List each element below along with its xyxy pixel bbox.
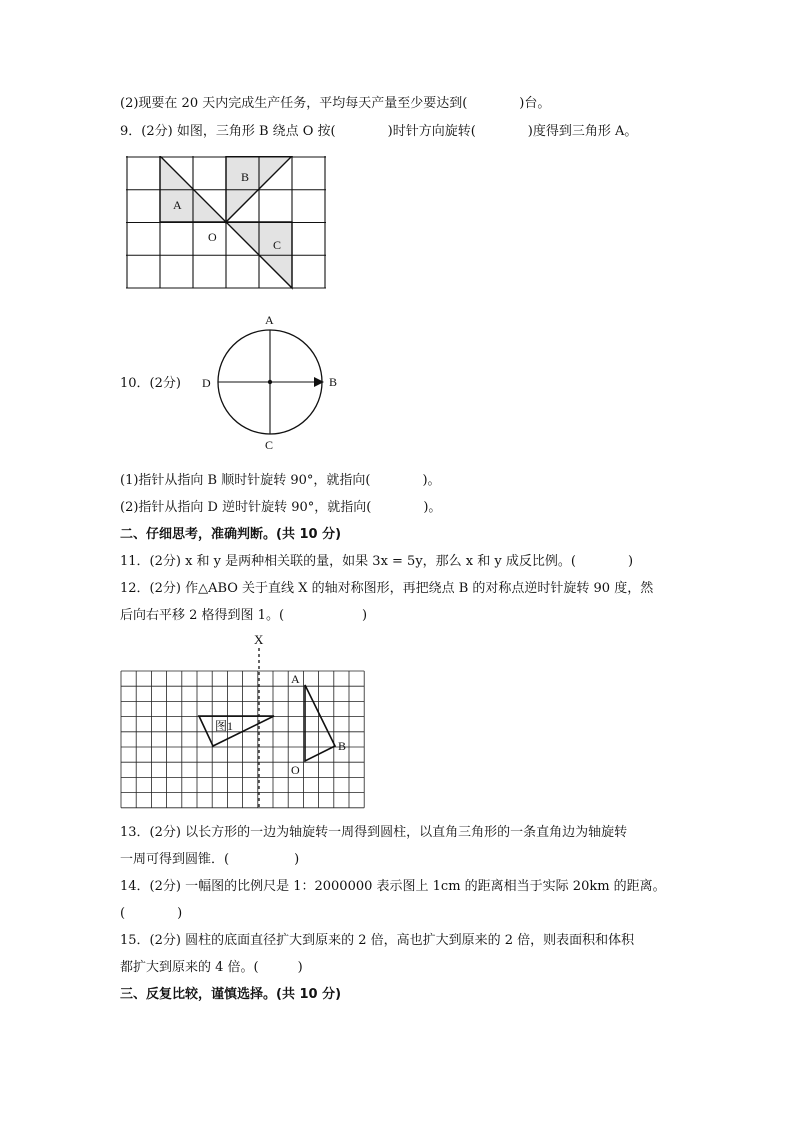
dir-a: A bbox=[265, 313, 274, 327]
grid bbox=[121, 671, 364, 808]
q12-figure bbox=[118, 630, 370, 812]
label-a: A bbox=[173, 198, 182, 212]
q14-text-line2: ( ) bbox=[120, 906, 183, 921]
q10-text: 10．(2分) bbox=[120, 376, 181, 391]
q15-text-line1: 15．(2分) 圆柱的底面直径扩大到原来的 2 倍，高也扩大到原来的 2 倍，则表面积和体积 bbox=[120, 933, 635, 948]
dir-b: B bbox=[329, 375, 338, 389]
triangle-abo bbox=[305, 685, 335, 761]
label-o: O bbox=[291, 763, 300, 777]
q8-part2-text: (2)现要在 20 天内完成生产任务，平均每天产量至少要达到( )台。 bbox=[120, 96, 551, 111]
q10-part1: (1)指针从指向 B 顺时针旋转 90°，就指向( )。 bbox=[120, 473, 441, 488]
label-o: O bbox=[208, 230, 217, 244]
figure-1 bbox=[199, 716, 274, 746]
q12-text-line2: 后向右平移 2 格得到图 1。( ) bbox=[120, 608, 368, 623]
q10-figure bbox=[198, 310, 348, 454]
section2-heading: 二、仔细思考，准确判断。(共 10 分) bbox=[120, 527, 342, 542]
dir-c: C bbox=[265, 438, 274, 452]
section3-heading: 三、反复比较，谨慎选择。(共 10 分) bbox=[120, 987, 342, 1002]
q9-text: 9．(2分) 如图，三角形 B 绕点 O 按( )时针方向旋转( )度得到三角形 A。 bbox=[120, 124, 638, 139]
q10-part2: (2)指针从指向 D 逆时针旋转 90°，就指向( )。 bbox=[120, 500, 442, 515]
q11-text: 11．(2分) x 和 y 是两种相关联的量，如果 3x = 5y，那么 x 和 y 成反比例。( ) bbox=[120, 554, 634, 569]
q15-text-line2: 都扩大到原来的 4 倍。( ) bbox=[120, 960, 303, 975]
q12-text-line1: 12．(2分) 作△ABO 关于直线 X 的轴对称图形，再把绕点 B 的对称点逆时针旋转 90 度，然 bbox=[120, 581, 654, 596]
label-a: A bbox=[291, 672, 300, 686]
label-c: C bbox=[273, 238, 282, 252]
axis-x-label: X bbox=[254, 632, 264, 647]
dir-d: D bbox=[202, 376, 211, 390]
center-point bbox=[268, 380, 272, 384]
figure-1-label: 图1 bbox=[215, 719, 234, 733]
q14-text-line1: 14．(2分) 一幅图的比例尺是 1：2000000 表示图上 1cm 的距离相当于实际 20km 的距离。 bbox=[120, 879, 666, 894]
q13-text-line2: 一周可得到圆锥．( ) bbox=[120, 852, 300, 867]
q13-text-line1: 13．(2分) 以长方形的一边为轴旋转一周得到圆柱，以直角三角形的一条直角边为轴旋转 bbox=[120, 825, 628, 840]
label-b: B bbox=[241, 170, 250, 184]
q9-figure bbox=[126, 156, 328, 290]
label-b: B bbox=[338, 739, 347, 753]
